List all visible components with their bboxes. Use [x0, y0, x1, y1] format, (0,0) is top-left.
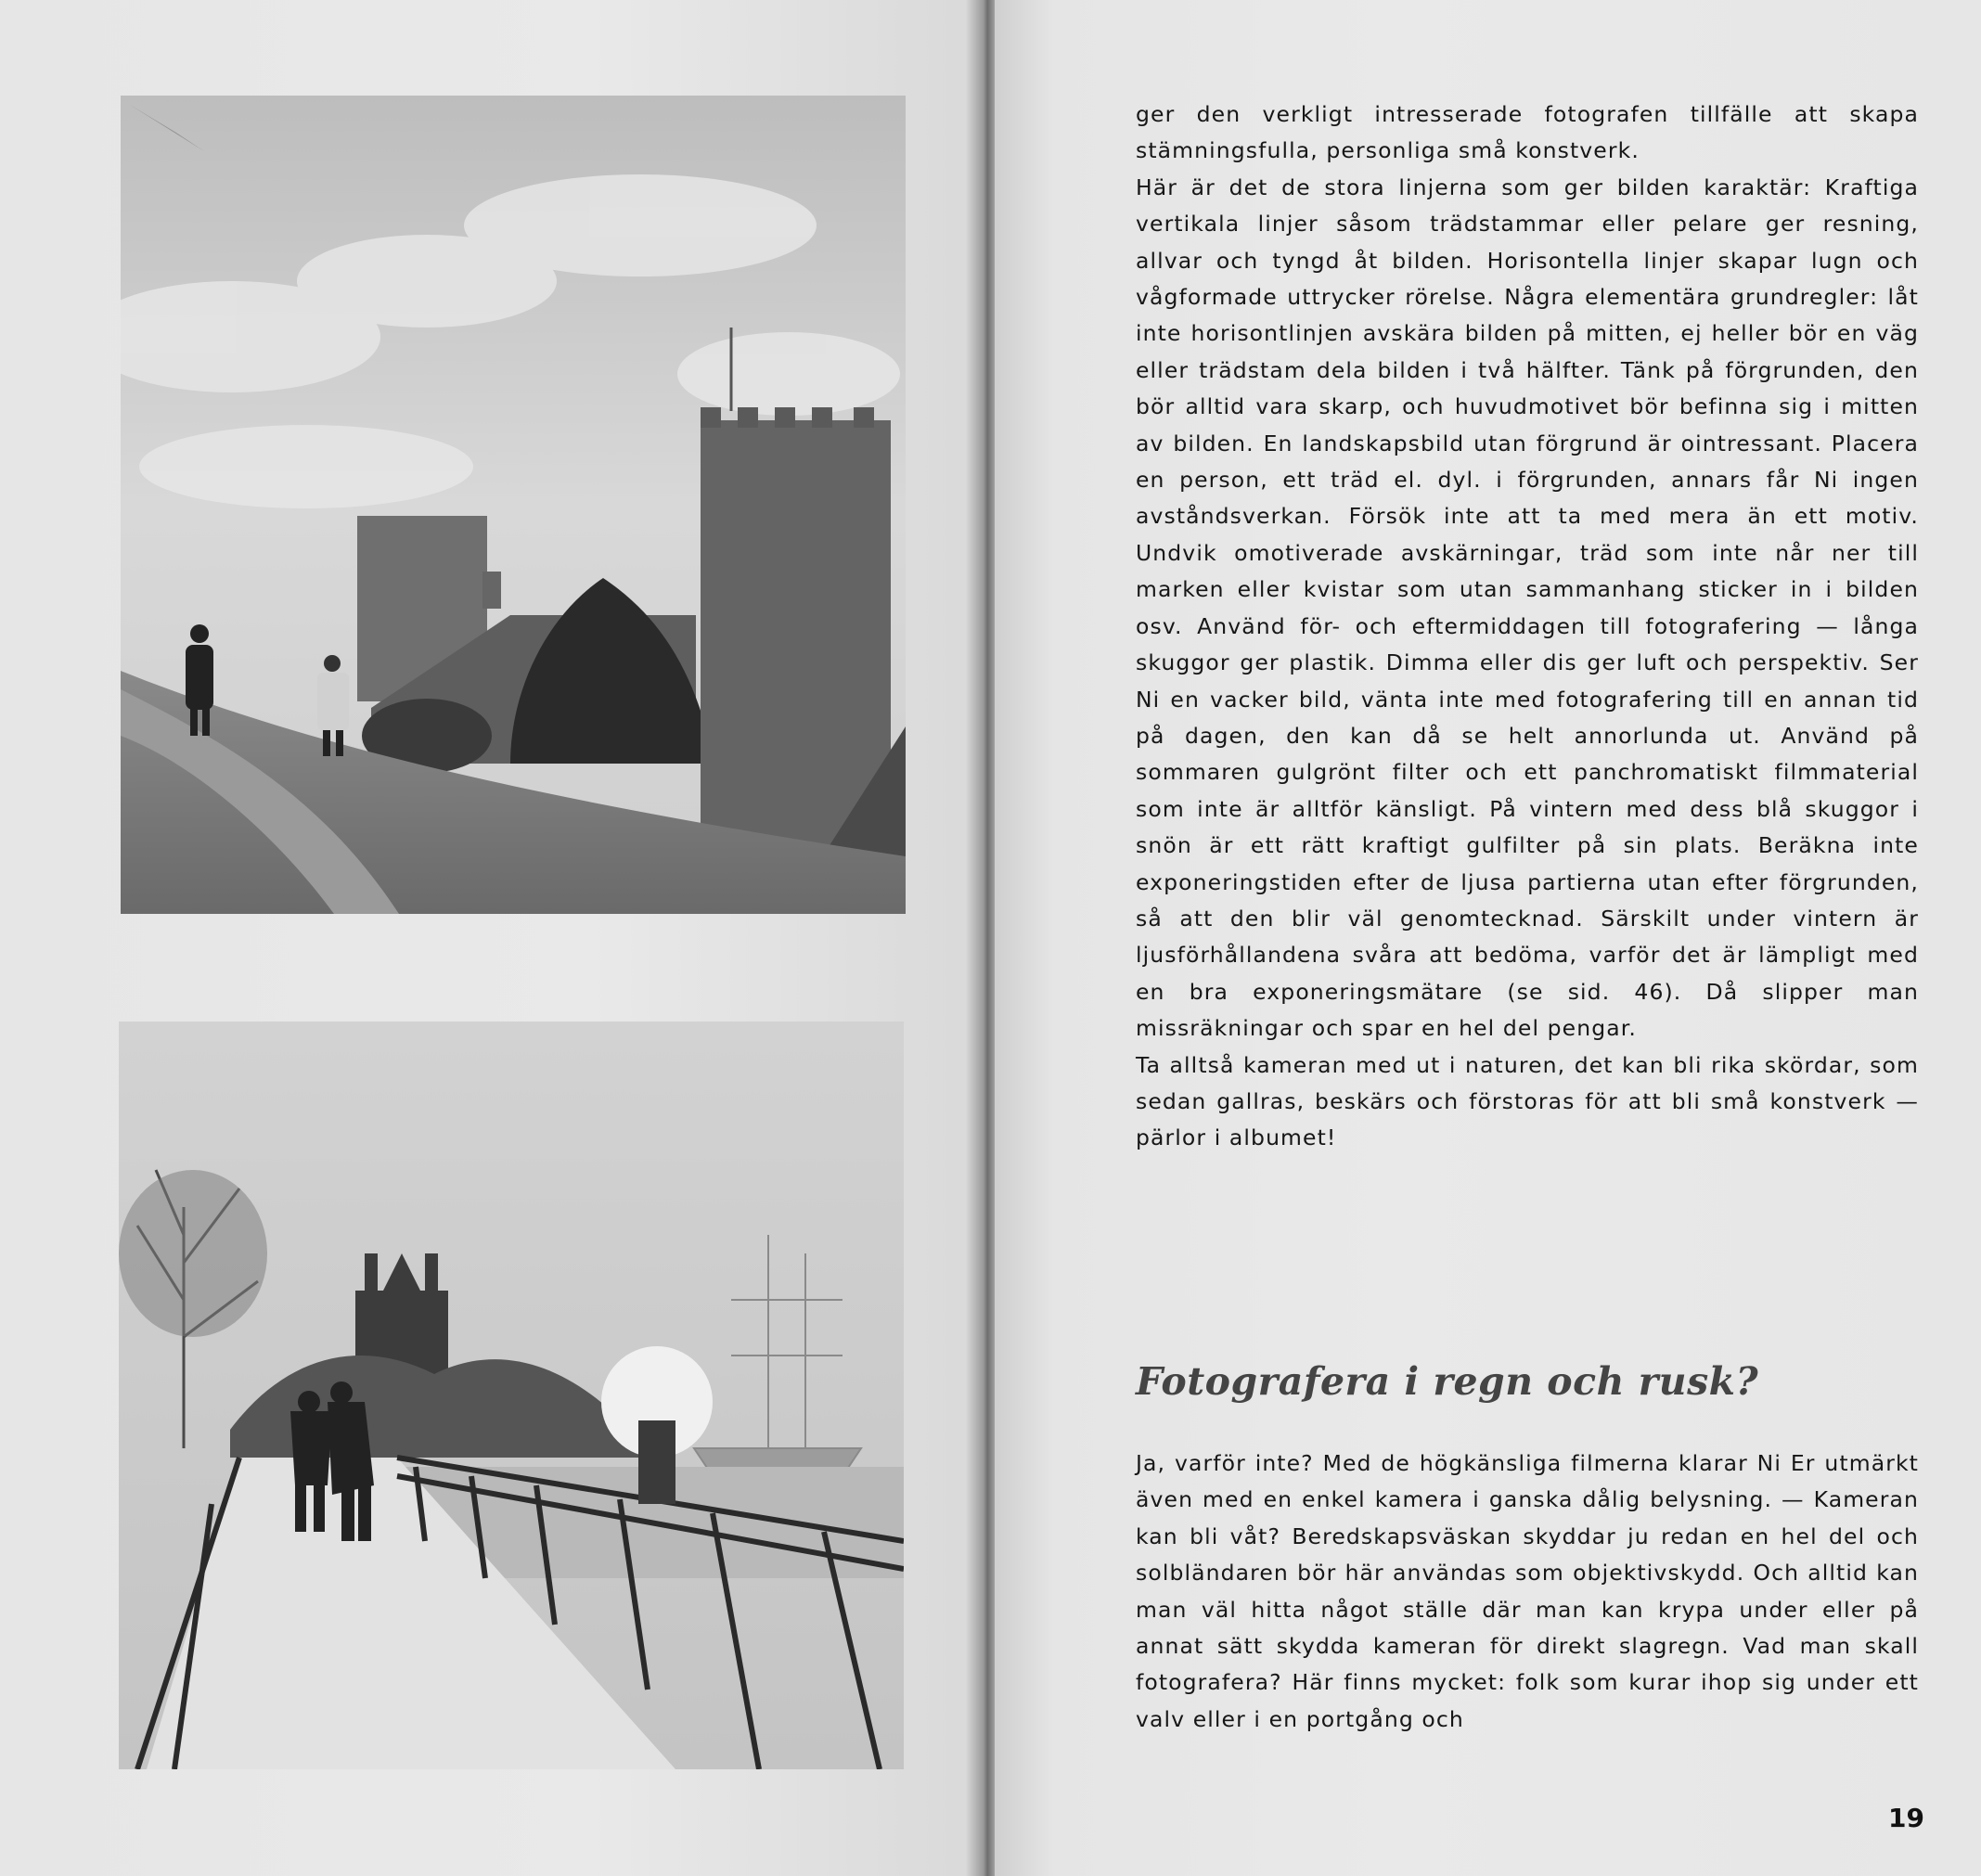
section-heading: Fotografera i regn och rusk? [1136, 1359, 1759, 1404]
winter-waterfront-photo [119, 1022, 904, 1769]
body-text [1136, 96, 1919, 1157]
paragraph: Ja, varför inte? Med de högkänsliga filmerna klarar Ni Er utmärkt även med en enkel kamera i ganska dålig belysning. — Kameran kan bli våt? Beredskapsväskan skyddar ju redan en hel del och solbländaren bör här användas som objektivskydd. Och alltid kan man väl hitta något ställe där man kan krypa under eller på annat sätt skydda kameran för direkt slagregn. Vad man skall fotografera? Här finns mycket: folk som kurar ihop sig under ett valv eller i en portgång och [1136, 1450, 1919, 1732]
castle-wall-photo [121, 96, 906, 914]
paragraph: Här är det de stora linjerna som ger bilden karaktär: Kraftiga vertikala linjer såsom trädstammar eller pelare ger resning, allvar och tyngd åt bilden. Horisontella linjer skapar lugn och vågformade uttrycker rörelse. Några elementära grundregler: låt inte horisontlinjen avskära bilden på mitten, ej heller bör en väg eller trädstam dela bilden i två hälfter. Tänk på förgrunden, den bör alltid vara skarp, och huvudmotivet bör befinna sig i mitten av bilden. En landskapsbild utan förgrund är ointressant. Placera en person, ett träd el. dyl. i förgrunden, annars får Ni ingen avståndsverkan. Försök inte att ta med mera än ett motiv. Undvik omotiverade avskärningar, träd som inte når ner till marken eller kvistar som utan sammanhang sticker in i bilden osv. Använd för- och eftermiddagen till fotografering — långa skuggor ger plastik. Dimma eller dis ger luft och perspektiv. Ser Ni en vacker bild, vänta inte med fotografering till en annan tid på dagen, den kan då se helt annorlunda ut. Använd på sommaren gulgrönt filter och ett panchromatiskt filmmaterial som inte är alltför känsligt. På vintern med dess blå skuggor i snön är ett rätt kraftigt gulfilter på sin plats. Beräkna inte exponeringstiden efter de ljusa partierna utan efter förgrunden, så att den blir väl genomtecknad. Särskilt under vintern är ljusförhållandena svåra att bedöma, varför det är lämpligt med en bra exponeringsmätare (se sid. 46). Då slipper man missräkningar och spar en hel del pengar. [1136, 173, 1919, 1042]
paragraph: ger den verkligt intresserade fotografen tillfälle att skapa stämningsfulla, personliga små konstverk. [1136, 101, 1919, 164]
page-number: 19 [1888, 1803, 1924, 1833]
paragraph: Ta alltså kameran med ut i naturen, det kan bli rika skördar, som sedan gallras, beskärs och förstoras för att bli små konstverk — pärlor i albumet! [1136, 1051, 1919, 1151]
left-page [0, 0, 985, 1876]
